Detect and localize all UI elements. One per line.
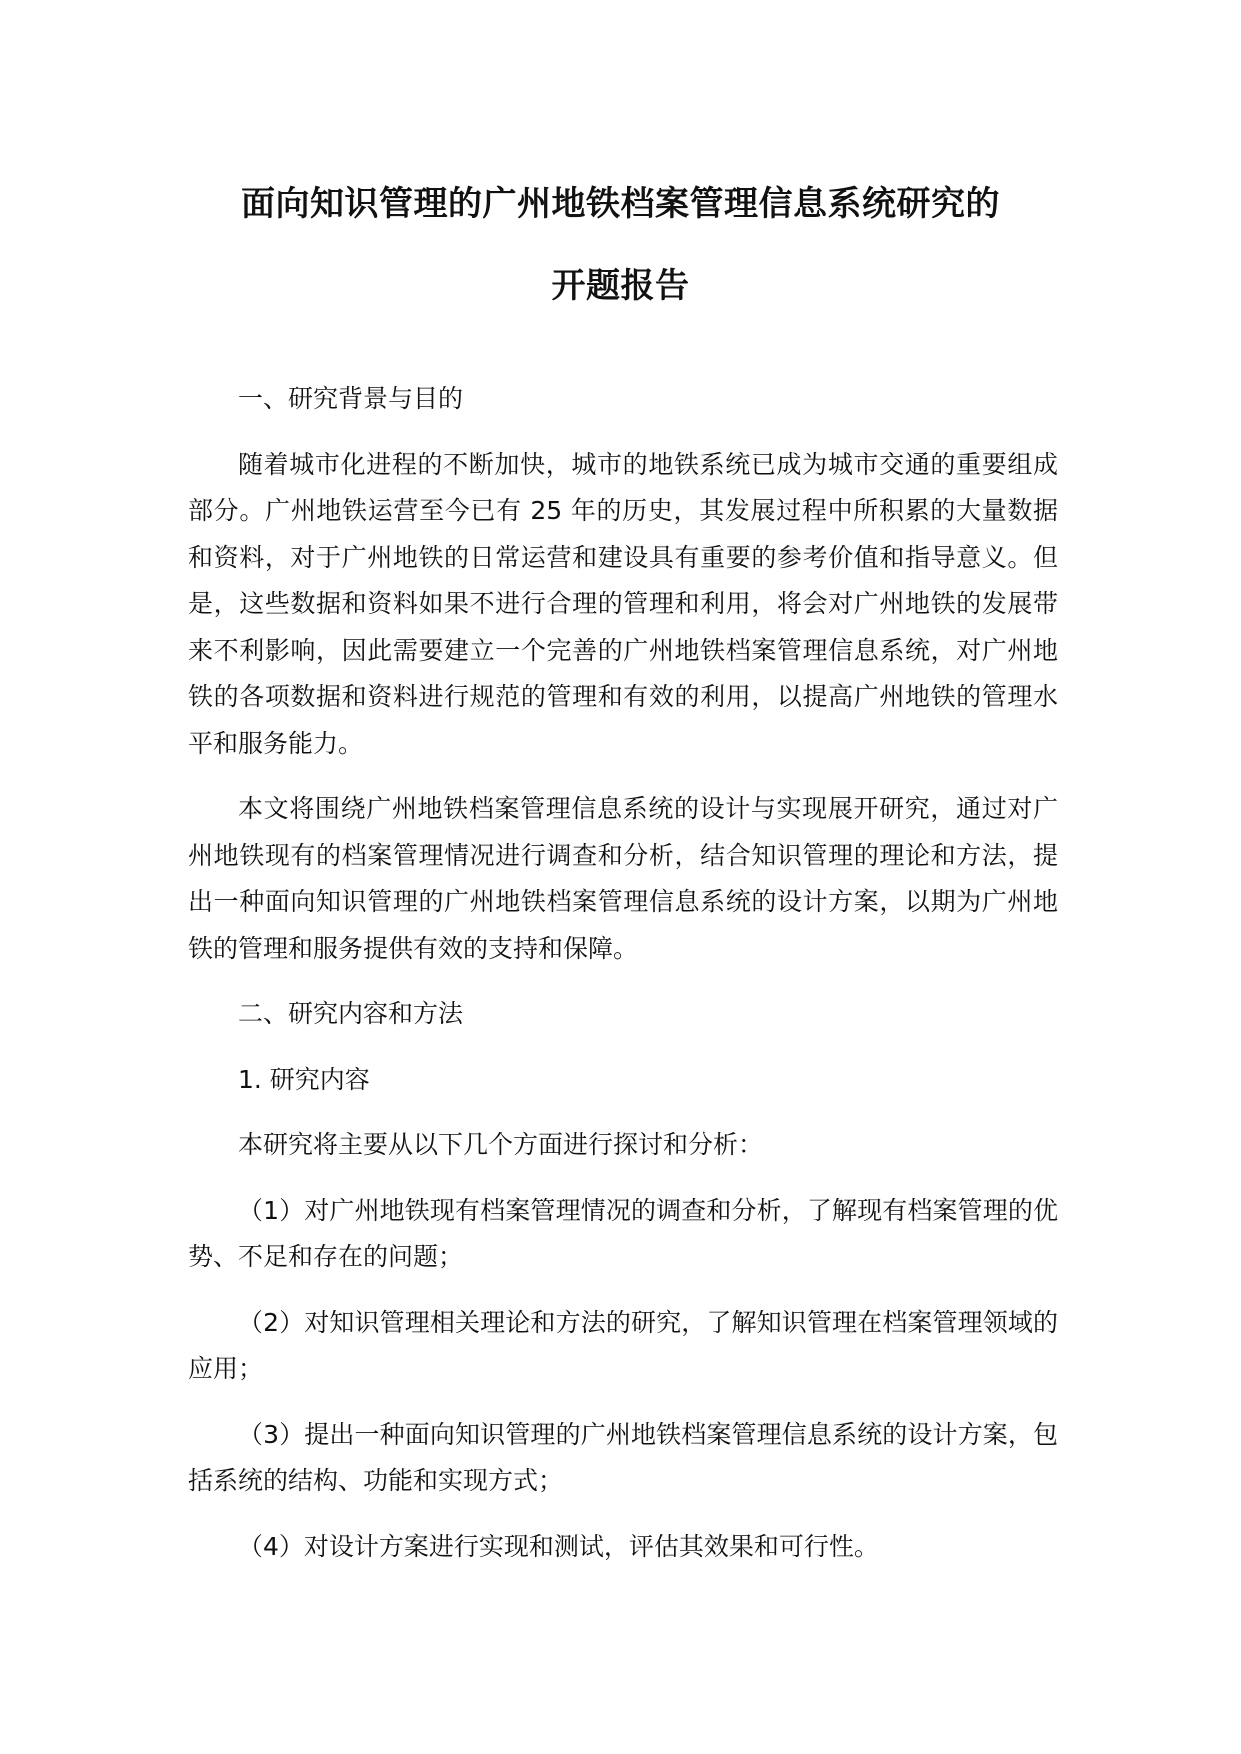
paragraph-background: 随着城市化进程的不断加快，城市的地铁系统已成为城市交通的重要组成部分。广州地铁运营至今已有 25 年的历史，其发展过程中所积累的大量数据和资料，对于广州地铁的日常运营和建设具有重要的参考价值和指导意义。但是，这些数据和资料如果不进行合理的管理和利用，将会对广州地铁的发展带来不利影响，因此需要建立一个完善的广州地铁档案管理信息系统，对广州地铁的各项数据和资料进行规范的管理和有效的利用，以提高广州地铁的管理水平和服务能力。 <box>188 449 1058 758</box>
section-heading-content-methods: 二、研究内容和方法 <box>238 999 464 1028</box>
paragraph-content-intro: 本研究将主要从以下几个方面进行探讨和分析： <box>238 1130 764 1159</box>
list-item-1: （1）对广州地铁现有档案管理情况的调查和分析，了解现有档案管理的优势、不足和存在的问题； <box>188 1195 1058 1271</box>
document-title-line-2: 开题报告 <box>551 266 690 306</box>
document-title-line-1: 面向知识管理的广州地铁档案管理信息系统研究的 <box>241 184 1000 224</box>
subsection-heading-content: 1. 研究内容 <box>238 1064 370 1094</box>
paragraph-scope: 本文将围绕广州地铁档案管理信息系统的设计与实现展开研究，通过对广州地铁现有的档案管理情况进行调查和分析，结合知识管理的理论和方法，提出一种面向知识管理的广州地铁档案管理信息系统的设计方案，以期为广州地铁的管理和服务提供有效的支持和保障。 <box>188 794 1058 963</box>
list-item-3: （3）提出一种面向知识管理的广州地铁档案管理信息系统的设计方案，包括系统的结构、功能和实现方式； <box>188 1419 1058 1495</box>
list-item-2: （2）对知识管理相关理论和方法的研究，了解知识管理在档案管理领域的应用； <box>188 1307 1058 1383</box>
document-body <box>188 376 1058 1570</box>
section-heading-background: 一、研究背景与目的 <box>238 384 464 413</box>
list-item-4: （4）对设计方案进行实现和测试，评估其效果和可行性。 <box>238 1531 879 1561</box>
